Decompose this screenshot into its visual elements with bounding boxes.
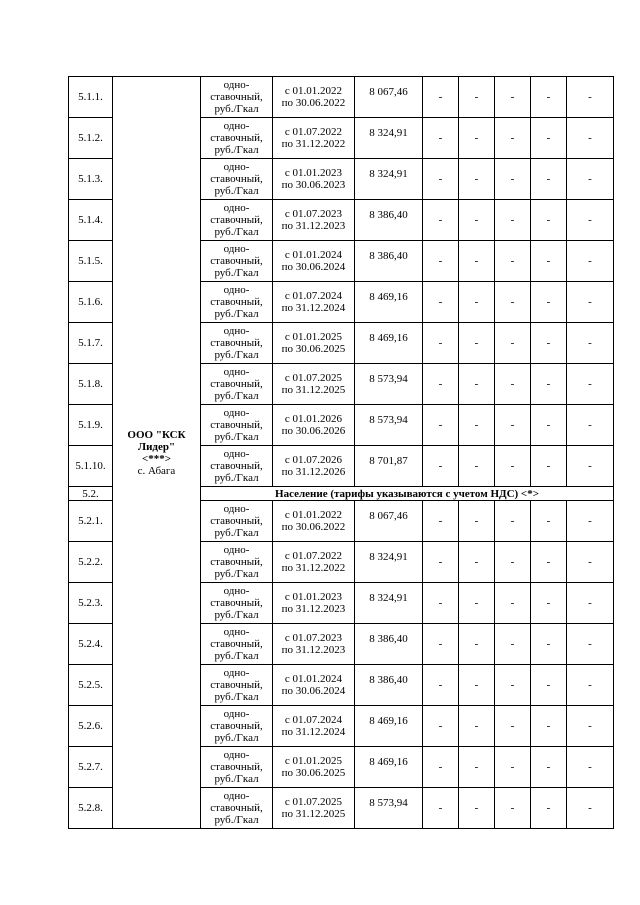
unit-text-line: ставочный, [210,378,263,390]
unit-text-line: руб./Гкал [214,527,259,539]
unit-text-line: руб./Гкал [214,609,259,621]
unit-text-line: одно- [223,585,250,597]
period-cell [273,665,355,706]
empty-value-dash: - [495,706,531,747]
row-number: 5.2.1. [69,501,113,542]
tariff-value: 8 067,46 [369,510,408,522]
empty-value-dash: - [423,788,459,829]
unit-text-line: одно- [223,503,250,515]
period-cell [273,405,355,446]
empty-value-dash: - [567,624,614,665]
period-cell [273,624,355,665]
unit-text-line: руб./Гкал [214,650,259,662]
unit-cell [201,665,273,706]
empty-value-dash: - [495,624,531,665]
tariff-value: 8 701,87 [369,455,408,467]
organization-mark: <***> [141,452,172,465]
empty-value-dash: - [495,282,531,323]
unit-cell [201,624,273,665]
empty-value-dash: - [531,323,567,364]
unit-text-line: одно- [223,79,250,91]
unit-cell [201,446,273,487]
period-cell [273,118,355,159]
tariff-value-cell [355,159,423,200]
empty-value-dash: - [531,118,567,159]
empty-value-dash: - [423,159,459,200]
unit-text-line: одно- [223,749,250,761]
period-start: с 01.01.2022 [284,509,343,521]
tariff-value: 8 386,40 [369,633,408,645]
empty-value-dash: - [459,665,495,706]
period-start: с 01.07.2024 [284,714,343,726]
period-end: по 31.12.2023 [281,220,346,232]
tariff-value: 8 469,16 [369,715,408,727]
empty-value-dash: - [423,200,459,241]
unit-text-line: руб./Гкал [214,691,259,703]
row-number: 5.2.6. [69,706,113,747]
period-cell [273,542,355,583]
empty-value-dash: - [531,501,567,542]
empty-value-dash: - [459,446,495,487]
unit-cell [201,706,273,747]
row-number: 5.1.4. [69,200,113,241]
empty-value-dash: - [567,118,614,159]
empty-value-dash: - [459,282,495,323]
unit-text-line: одно- [223,243,250,255]
empty-value-dash: - [567,501,614,542]
unit-cell [201,159,273,200]
period-start: с 01.01.2023 [284,167,343,179]
empty-value-dash: - [423,405,459,446]
row-number: 5.1.3. [69,159,113,200]
period-start: с 01.07.2023 [284,632,343,644]
empty-value-dash: - [567,200,614,241]
empty-value-dash: - [567,665,614,706]
empty-value-dash: - [495,446,531,487]
unit-text-line: одно- [223,790,250,802]
period-start: с 01.01.2026 [284,413,343,425]
unit-text-line: ставочный, [210,337,263,349]
empty-value-dash: - [459,706,495,747]
empty-value-dash: - [423,323,459,364]
empty-value-dash: - [423,364,459,405]
period-end: по 31.12.2022 [281,562,346,574]
row-number: 5.2.7. [69,747,113,788]
organization-name-line1: ООО "КСК [127,428,186,441]
unit-cell [201,364,273,405]
unit-text-line: одно- [223,325,250,337]
period-cell [273,200,355,241]
unit-text-line: одно- [223,284,250,296]
period-start: с 01.01.2025 [284,755,343,767]
empty-value-dash: - [459,118,495,159]
unit-text-line: ставочный, [210,255,263,267]
empty-value-dash: - [495,665,531,706]
unit-text-line: ставочный, [210,296,263,308]
period-cell [273,788,355,829]
empty-value-dash: - [495,364,531,405]
row-number: 5.2.3. [69,583,113,624]
tariff-value-cell [355,200,423,241]
unit-cell [201,405,273,446]
empty-value-dash: - [423,77,459,118]
section-number: 5.2. [69,487,113,501]
period-end: по 31.12.2025 [281,808,346,820]
organization-locality: с. Абага [137,464,176,477]
period-start: с 01.07.2023 [284,208,343,220]
tariff-value: 8 386,40 [369,250,408,262]
empty-value-dash: - [459,405,495,446]
row-number: 5.1.5. [69,241,113,282]
period-start: с 01.07.2026 [284,454,343,466]
empty-value-dash: - [495,77,531,118]
empty-value-dash: - [423,665,459,706]
unit-text-line: руб./Гкал [214,732,259,744]
tariff-value-cell [355,405,423,446]
empty-value-dash: - [567,241,614,282]
unit-text-line: руб./Гкал [214,144,259,156]
unit-text-line: руб./Гкал [214,568,259,580]
tariff-value: 8 469,16 [369,291,408,303]
organization-cell [113,77,201,829]
unit-cell [201,200,273,241]
unit-text-line: ставочный, [210,515,263,527]
unit-cell [201,323,273,364]
organization-name-line2: Лидер" [137,440,176,453]
empty-value-dash: - [459,501,495,542]
empty-value-dash: - [531,665,567,706]
tariff-value-cell [355,118,423,159]
period-end: по 31.12.2025 [281,384,346,396]
period-end: по 30.06.2025 [281,343,346,355]
empty-value-dash: - [423,446,459,487]
row-number: 5.1.2. [69,118,113,159]
empty-value-dash: - [495,583,531,624]
unit-cell [201,542,273,583]
period-start: с 01.07.2022 [284,550,343,562]
empty-value-dash: - [567,583,614,624]
unit-text-line: ставочный, [210,173,263,185]
unit-text-line: ставочный, [210,638,263,650]
unit-text-line: одно- [223,667,250,679]
period-end: по 31.12.2024 [281,726,346,738]
tariff-value-cell [355,583,423,624]
unit-text-line: одно- [223,544,250,556]
period-end: по 31.12.2023 [281,603,346,615]
empty-value-dash: - [531,364,567,405]
tariff-value: 8 324,91 [369,168,408,180]
unit-text-line: ставочный, [210,556,263,568]
empty-value-dash: - [423,501,459,542]
empty-value-dash: - [567,405,614,446]
empty-value-dash: - [459,542,495,583]
empty-value-dash: - [567,542,614,583]
tariff-value-cell [355,747,423,788]
tariff-value: 8 573,94 [369,373,408,385]
tariff-value: 8 324,91 [369,127,408,139]
tariff-value-cell [355,624,423,665]
tariff-value-cell [355,706,423,747]
unit-text-line: руб./Гкал [214,103,259,115]
tariff-value-cell [355,241,423,282]
empty-value-dash: - [567,446,614,487]
unit-cell [201,77,273,118]
tariff-table-body [69,77,614,829]
empty-value-dash: - [495,788,531,829]
unit-text-line: ставочный, [210,679,263,691]
empty-value-dash: - [531,542,567,583]
tariff-value: 8 386,40 [369,209,408,221]
empty-value-dash: - [567,159,614,200]
empty-value-dash: - [531,446,567,487]
period-end: по 31.12.2023 [281,644,346,656]
empty-value-dash: - [459,788,495,829]
empty-value-dash: - [531,788,567,829]
unit-text-line: ставочный, [210,419,263,431]
unit-cell [201,241,273,282]
tariff-table [68,76,614,829]
tariff-value-cell [355,665,423,706]
empty-value-dash: - [531,706,567,747]
empty-value-dash: - [567,788,614,829]
unit-text-line: ставочный, [210,597,263,609]
unit-text-line: руб./Гкал [214,814,259,826]
period-end: по 30.06.2024 [281,261,346,273]
row-number: 5.1.10. [69,446,113,487]
unit-text-line: одно- [223,708,250,720]
tariff-value-cell [355,542,423,583]
empty-value-dash: - [423,282,459,323]
unit-text-line: руб./Гкал [214,349,259,361]
empty-value-dash: - [531,200,567,241]
empty-value-dash: - [495,200,531,241]
row-number: 5.1.1. [69,77,113,118]
tariff-value-cell [355,788,423,829]
empty-value-dash: - [531,583,567,624]
period-start: с 01.07.2022 [284,126,343,138]
unit-text-line: руб./Гкал [214,431,259,443]
unit-text-line: одно- [223,626,250,638]
period-start: с 01.01.2025 [284,331,343,343]
row-number: 5.2.8. [69,788,113,829]
row-number: 5.2.2. [69,542,113,583]
unit-text-line: руб./Гкал [214,185,259,197]
period-cell [273,323,355,364]
tariff-value: 8 324,91 [369,592,408,604]
empty-value-dash: - [459,200,495,241]
unit-cell [201,788,273,829]
period-end: по 30.06.2024 [281,685,346,697]
tariff-value-cell [355,446,423,487]
period-end: по 30.06.2022 [281,97,346,109]
tariff-value-cell [355,323,423,364]
row-number: 5.2.5. [69,665,113,706]
empty-value-dash: - [459,323,495,364]
unit-text-line: одно- [223,366,250,378]
tariff-value: 8 067,46 [369,86,408,98]
period-start: с 01.01.2024 [284,249,343,261]
empty-value-dash: - [531,405,567,446]
unit-cell [201,118,273,159]
empty-value-dash: - [423,241,459,282]
unit-text-line: руб./Гкал [214,308,259,320]
unit-cell [201,583,273,624]
period-end: по 30.06.2025 [281,767,346,779]
period-cell [273,501,355,542]
tariff-value: 8 469,16 [369,332,408,344]
unit-text-line: руб./Гкал [214,267,259,279]
period-cell [273,747,355,788]
unit-text-line: одно- [223,202,250,214]
tariff-value: 8 469,16 [369,756,408,768]
period-cell [273,583,355,624]
period-start: с 01.07.2024 [284,290,343,302]
unit-text-line: руб./Гкал [214,472,259,484]
period-cell [273,364,355,405]
tariff-value: 8 386,40 [369,674,408,686]
period-start: с 01.01.2022 [284,85,343,97]
unit-text-line: руб./Гкал [214,773,259,785]
unit-cell [201,501,273,542]
unit-text-line: ставочный, [210,460,263,472]
row-number: 5.1.6. [69,282,113,323]
unit-cell [201,282,273,323]
empty-value-dash: - [495,501,531,542]
unit-text-line: одно- [223,407,250,419]
empty-value-dash: - [459,364,495,405]
empty-value-dash: - [423,706,459,747]
empty-value-dash: - [567,323,614,364]
empty-value-dash: - [459,747,495,788]
empty-value-dash: - [423,624,459,665]
empty-value-dash: - [495,118,531,159]
empty-value-dash: - [459,241,495,282]
empty-value-dash: - [423,542,459,583]
unit-text-line: ставочный, [210,802,263,814]
unit-text-line: руб./Гкал [214,390,259,402]
row-number: 5.1.9. [69,405,113,446]
period-cell [273,77,355,118]
empty-value-dash: - [423,747,459,788]
period-cell [273,706,355,747]
tariff-value-cell [355,77,423,118]
empty-value-dash: - [531,282,567,323]
empty-value-dash: - [495,405,531,446]
unit-cell [201,747,273,788]
period-end: по 31.12.2024 [281,302,346,314]
unit-text-line: руб./Гкал [214,226,259,238]
row-number: 5.1.7. [69,323,113,364]
unit-text-line: ставочный, [210,132,263,144]
period-end: по 31.12.2022 [281,138,346,150]
row-number: 5.2.4. [69,624,113,665]
period-cell [273,159,355,200]
period-start: с 01.07.2025 [284,796,343,808]
period-end: по 30.06.2022 [281,521,346,533]
empty-value-dash: - [567,706,614,747]
empty-value-dash: - [567,282,614,323]
table-row [69,77,614,118]
empty-value-dash: - [459,159,495,200]
tariff-value-cell [355,501,423,542]
tariff-value: 8 573,94 [369,414,408,426]
empty-value-dash: - [531,77,567,118]
empty-value-dash: - [567,77,614,118]
unit-text-line: ставочный, [210,761,263,773]
tariff-value-cell [355,364,423,405]
unit-text-line: одно- [223,161,250,173]
unit-text-line: ставочный, [210,214,263,226]
empty-value-dash: - [531,159,567,200]
period-end: по 31.12.2026 [281,466,346,478]
empty-value-dash: - [495,747,531,788]
empty-value-dash: - [531,624,567,665]
tariff-value-cell [355,282,423,323]
period-cell [273,241,355,282]
period-end: по 30.06.2023 [281,179,346,191]
row-number: 5.1.8. [69,364,113,405]
unit-text-line: одно- [223,448,250,460]
period-start: с 01.07.2025 [284,372,343,384]
empty-value-dash: - [423,583,459,624]
period-start: с 01.01.2023 [284,591,343,603]
empty-value-dash: - [495,542,531,583]
unit-text-line: ставочный, [210,720,263,732]
tariff-value: 8 324,91 [369,551,408,563]
empty-value-dash: - [567,364,614,405]
section-title: Население (тарифы указываются с учетом НДС) <*> [201,487,614,501]
empty-value-dash: - [531,747,567,788]
period-cell [273,446,355,487]
empty-value-dash: - [567,747,614,788]
empty-value-dash: - [459,583,495,624]
empty-value-dash: - [495,241,531,282]
tariff-value: 8 573,94 [369,797,408,809]
unit-text-line: ставочный, [210,91,263,103]
empty-value-dash: - [495,159,531,200]
period-end: по 30.06.2026 [281,425,346,437]
empty-value-dash: - [495,323,531,364]
empty-value-dash: - [459,77,495,118]
empty-value-dash: - [459,624,495,665]
empty-value-dash: - [531,241,567,282]
period-cell [273,282,355,323]
empty-value-dash: - [423,118,459,159]
period-start: с 01.01.2024 [284,673,343,685]
unit-text-line: одно- [223,120,250,132]
